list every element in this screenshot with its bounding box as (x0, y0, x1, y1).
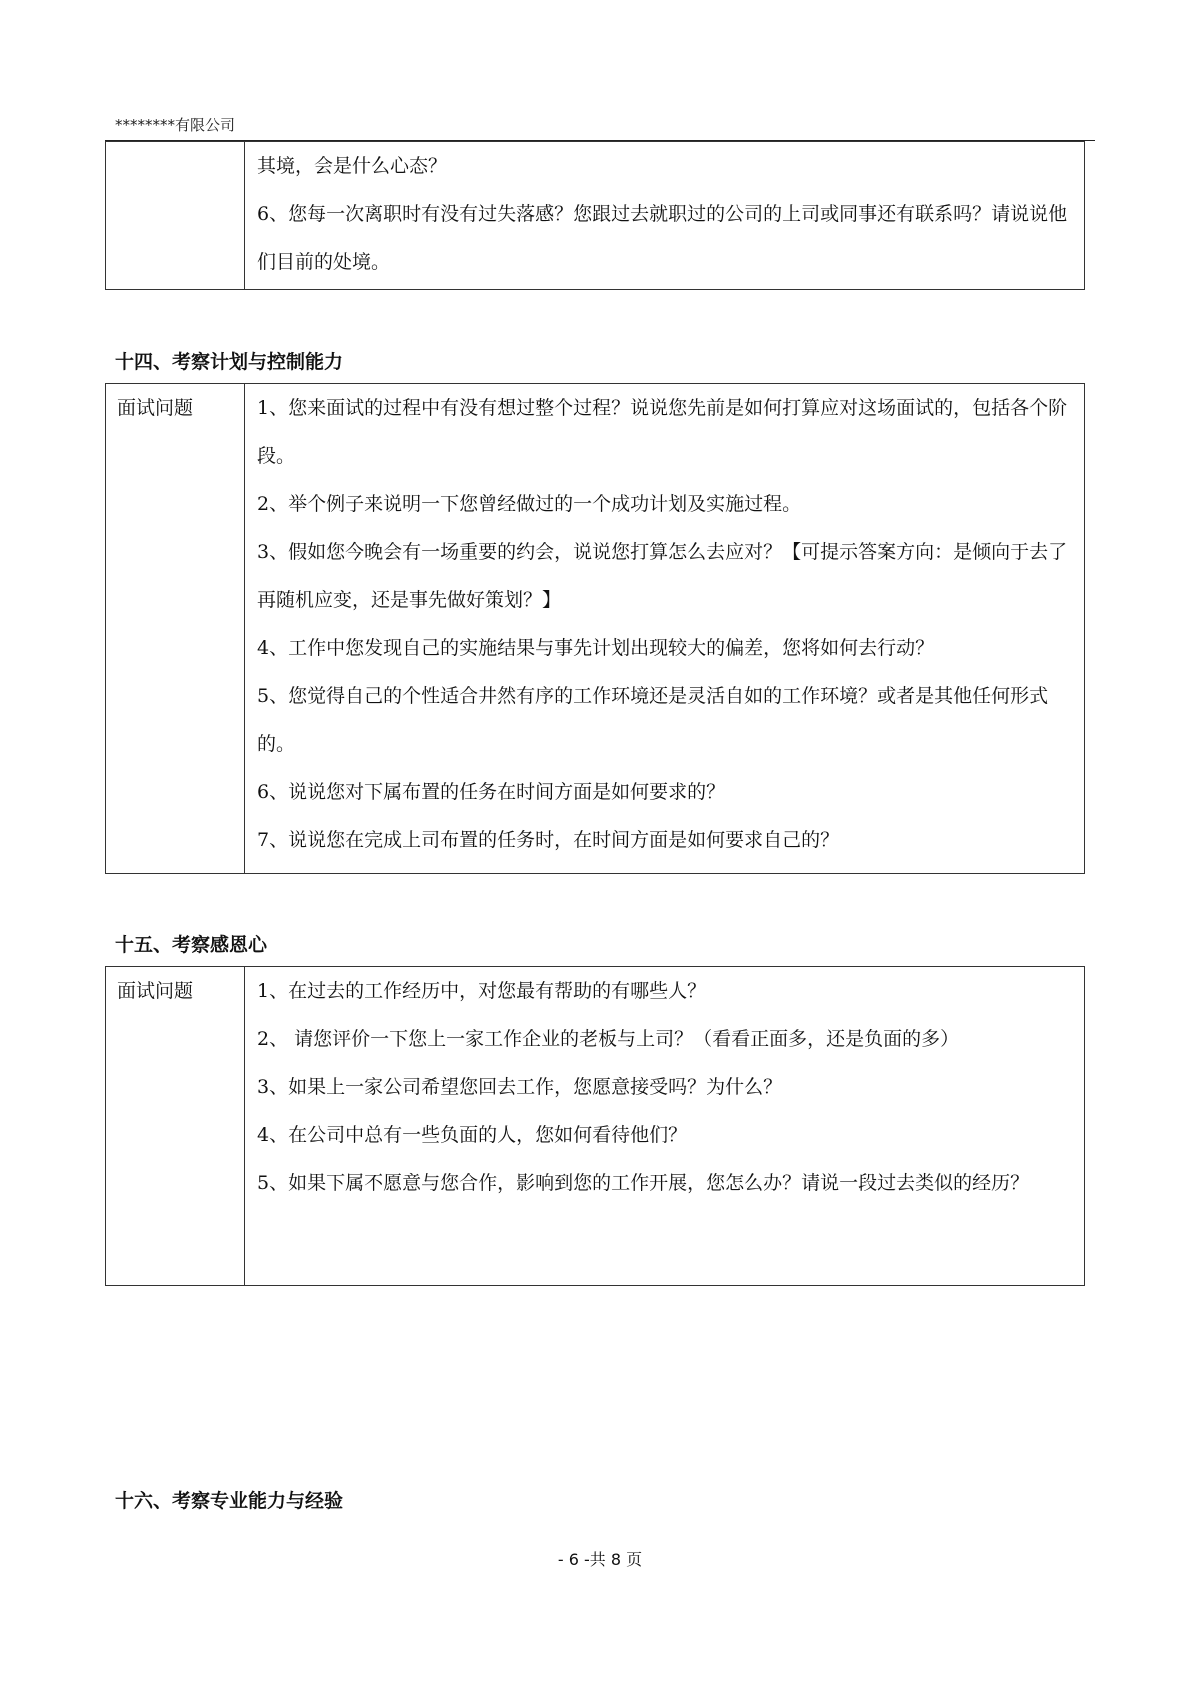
question-line: 2、 请您评价一下您上一家工作企业的老板与上司？（看看正面多，还是负面的多） (257, 1028, 960, 1050)
question-line: 6、说说您对下属布置的任务在时间方面是如何要求的？ (257, 781, 726, 803)
row-label: 面试问题 (106, 967, 245, 1286)
question-line: 3、如果上一家公司希望您回去工作，您愿意接受吗？为什么？ (257, 1076, 783, 1098)
question-line: 7、说说您在完成上司布置的任务时，在时间方面是如何要求自己的？ (257, 829, 840, 851)
page-number: - 6 -共 8 页 (557, 1550, 643, 1569)
question-cell (245, 142, 1085, 290)
question-line: 3、假如您今晚会有一场重要的约会，说说您打算怎么去应对？【可提示答案方向：是倾向于去了再随机应变，还是事先做好策划？】 (257, 541, 1068, 611)
company-header: ********有限公司 (115, 116, 236, 134)
section-title-14: 十四、考察计划与控制能力 (115, 351, 344, 373)
question-line: 5、您觉得自己的个性适合井然有序的工作环境还是灵活自如的工作环境？或者是其他任何形式的。 (257, 685, 1049, 755)
question-line: 4、工作中您发现自己的实施结果与事先计划出现较大的偏差，您将如何去行动？ (257, 637, 935, 659)
question-line: 其境，会是什么心态？ (257, 155, 448, 177)
section-title-16: 十六、考察专业能力与经验 (115, 1490, 344, 1512)
question-line: 6、您每一次离职时有没有过失落感？您跟过去就职过的公司的上司或同事还有联系吗？请说说他们目前的处境。 (257, 203, 1068, 273)
question-line: 5、如果下属不愿意与您合作，影响到您的工作开展，您怎么办？请说一段过去类似的经历？ (257, 1172, 1030, 1194)
question-cell (245, 967, 1085, 1286)
table-row (106, 142, 1085, 290)
question-line: 2、举个例子来说明一下您曾经做过的一个成功计划及实施过程。 (257, 493, 802, 515)
question-line: 4、在公司中总有一些负面的人，您如何看待他们？ (257, 1124, 688, 1146)
row-label: 面试问题 (106, 384, 245, 874)
table-section-15 (105, 966, 1085, 1286)
row-label (106, 142, 245, 290)
section-title-15: 十五、考察感恩心 (115, 934, 268, 956)
question-line: 1、您来面试的过程中有没有想过整个过程？说说您先前是如何打算应对这场面试的，包括各个阶段。 (257, 397, 1068, 467)
question-line: 1、在过去的工作经历中，对您最有帮助的有哪些人？ (257, 980, 707, 1002)
table-continued (105, 141, 1085, 290)
table-section-14 (105, 383, 1085, 874)
question-cell (245, 384, 1085, 874)
table-row (106, 384, 1085, 874)
table-row (106, 967, 1085, 1286)
